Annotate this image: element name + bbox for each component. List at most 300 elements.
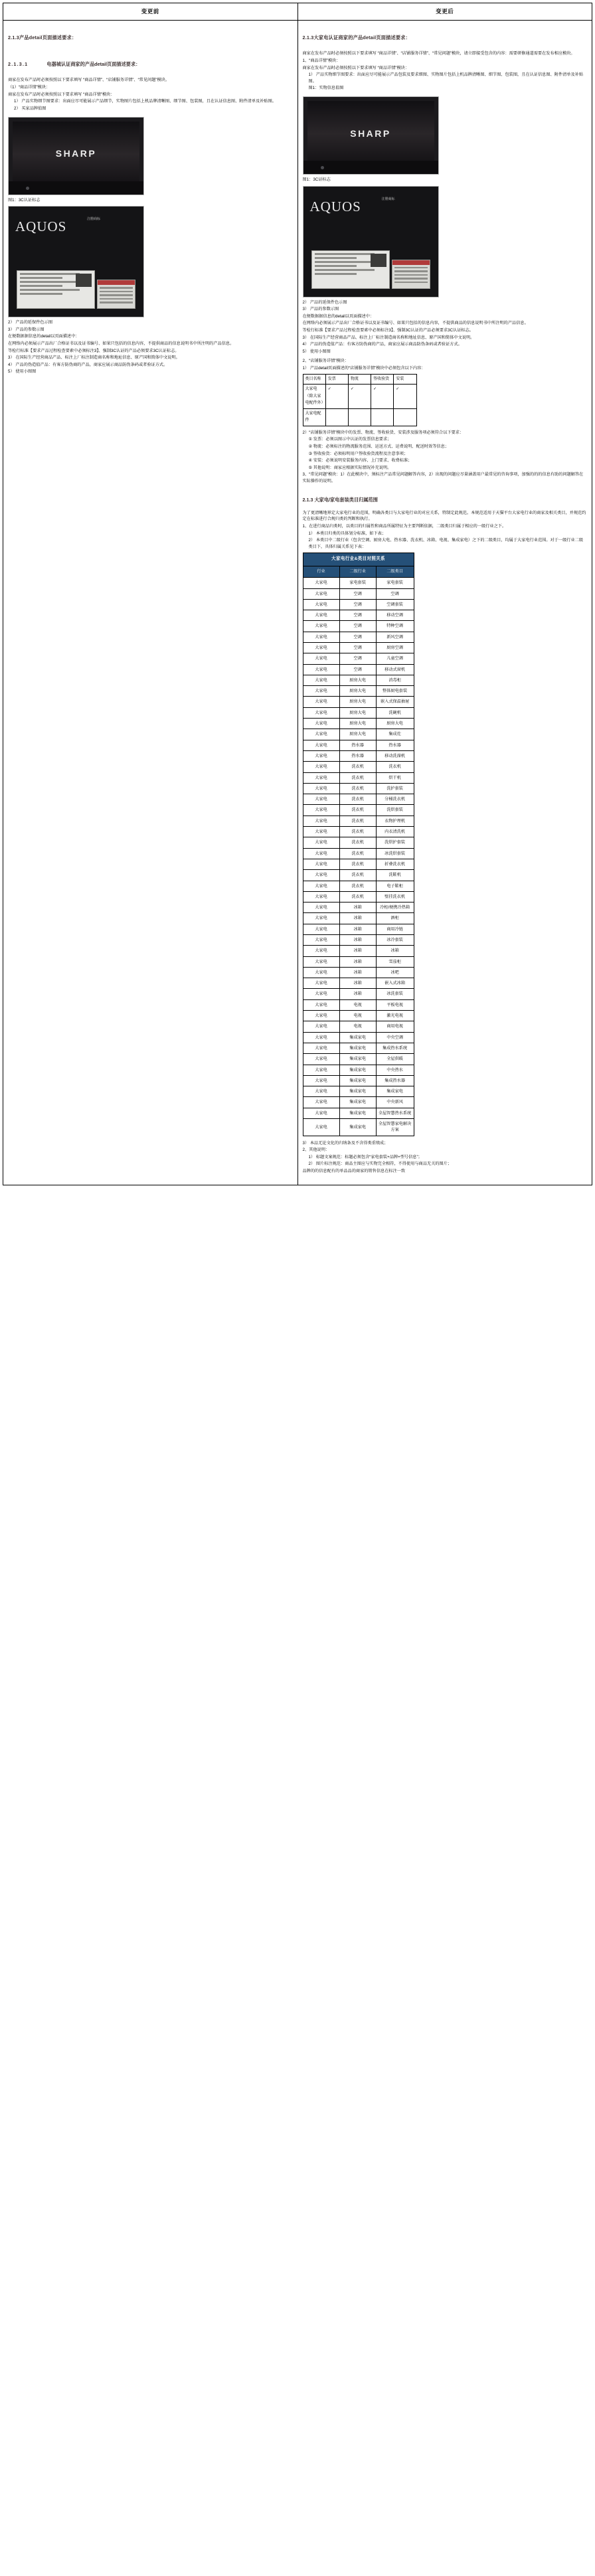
cat-cell-industry: 大家电 [303,935,339,946]
before-after-para-7: 5） 使用小图图 [8,369,37,375]
cat-cell-sub-category: 空调 [376,588,414,599]
cat-cell-sub-industry: 空调 [339,632,376,642]
cat-cell-industry: 大家电 [303,848,339,859]
cat-row [303,859,414,869]
cat-row [303,578,414,588]
cat-cell-industry: 大家电 [303,816,339,826]
cat-cell-industry: 大家电 [303,1108,339,1118]
after-block2-1: 3） 产品的参数示图 [302,307,339,312]
cat-cell-industry: 大家电 [303,794,339,805]
after-energy-label-header [392,260,430,265]
cat-cell-industry: 大家电 [303,664,339,675]
cat-row [303,729,414,740]
svc-check-inspection: ✓ [371,385,394,409]
before-para-3: 1） 产品实物细节图要求：出面应尽可能展示产品细节，实物图片包括上机品牌清晰图、细节图、包装图，且在认证信息图、附件清单及补贴图。 [14,99,276,104]
cat-row [303,902,414,913]
after-tv-indicator-led-icon [321,166,324,169]
cat-cell-sub-category: 儿童空调 [376,653,414,664]
after-block2-2: 在便数据据信息的detail以页面描述中： [302,313,375,319]
after-h4b-para-1: 1、在进行商品归类时，以类目的归属性和商品所属特征为主要判断依据，二级类目归属于相应的一级行业之下。 [302,523,507,529]
cat-cell-sub-industry: 电视 [339,1011,376,1021]
svc-note-3: ③ 签收验货：必须标明用户签收验货流程及注意事项； [308,451,408,456]
cat-cell-sub-category: 新风空调 [376,632,414,642]
tv-indicator-led-icon [26,187,29,190]
cat-cell-sub-category: 内衣清洗机 [376,827,414,837]
cat-cell-sub-category: 洗烘套装 [376,805,414,816]
cat-cell-sub-industry: 集成家电 [339,1119,376,1136]
cat-cell-industry: 大家电 [303,1086,339,1097]
cat-cell-sub-industry: 厨房大电 [339,675,376,685]
cat-row [303,913,414,924]
cat-row [303,1011,414,1021]
cat-col-industry: 行业 [303,566,339,578]
cat-cell-sub-industry: 洗衣机 [339,762,376,772]
before-after-para-3: 在网络内必须展示产品出厂合格证书以及证书编号、如果只包括的信息内容，不提供商品的信息说明书中所注明的产品信息。 [8,341,234,346]
cat-row [303,827,414,837]
cat-cell-sub-category: 平板电视 [376,999,414,1010]
cat-cell-industry: 大家电 [303,989,339,999]
cat-cell-industry: 大家电 [303,772,339,783]
svc-check-invoice-2 [325,408,348,426]
cat-cell-sub-category: 移动式窗机 [376,664,414,675]
cat-cell-sub-category: 集成灶 [376,729,414,740]
svc-header-row [303,374,416,385]
cat-cell-sub-category: 酒柜 [376,913,414,924]
cat-cell-sub-industry: 空调 [339,642,376,653]
svc-col-invoice: 发票 [325,374,348,385]
cat-cell-sub-industry: 空调 [339,621,376,632]
cat-cell-industry: 大家电 [303,1075,339,1086]
after-block2-7: 5） 使用小图图 [302,349,331,354]
cat-row [303,653,414,664]
cat-cell-sub-category: 集成热水器 [376,1075,414,1086]
cat-header-row [303,566,414,578]
before-after-para-0: 2） 产品的延保件色示图 [8,320,53,325]
cat-row [303,1108,414,1118]
cat-cell-sub-category: 洗烘护套装 [376,837,414,848]
cat-cell-industry: 大家电 [303,621,339,632]
cat-cell-sub-category: 全屋供暖 [376,1054,414,1065]
cat-col-sub-industry: 二级行业 [339,566,376,578]
svc-check-invoice: ✓ [325,385,348,409]
svc-note-extra: 3、“常见问题”模块：1）在此模块中，须标注产品常见问题解答内容，2）出现的问题应尽量涵盖用户最常见的咨询事项，加强的的的信息有助的问题解答在实际操作的说明。 [302,472,584,483]
after-intro-4: 图1：实物信息值图 [308,86,344,91]
cat-row [303,610,414,621]
cat-cell-industry: 大家电 [303,1119,339,1136]
after-barcode-block-icon [371,254,386,267]
cat-row [303,999,414,1010]
after-footer-3: 2） 图片标注规范：商品主图应与实物完全相符，不得使用与商品无关的图片； [308,1161,452,1167]
cat-cell-sub-industry: 集成家电 [339,1075,376,1086]
cat-cell-industry: 大家电 [303,837,339,848]
cat-cell-sub-industry: 厨房大电 [339,697,376,707]
cat-cell-sub-category: 整体厨电套装 [376,686,414,697]
cat-cell-sub-industry: 热水器 [339,740,376,750]
cat-cell-industry: 大家电 [303,1054,339,1065]
service-requirements-table [303,374,417,426]
cat-cell-sub-category: 冰箱 [376,946,414,956]
cat-cell-sub-category: 中央热水 [376,1065,414,1075]
cat-row [303,805,414,816]
svc-check-installation-2 [394,408,416,426]
cat-row [303,1054,414,1065]
after-footer-2: 1） 标题文案规范：标题必须包含“家电套装+品牌+型号信息”； [308,1154,422,1159]
content-row [3,21,592,1185]
cat-cell-sub-category: 移动空调 [376,610,414,621]
after-h4b-para-2: 1） 本类目归类的具体划分标准，如下表； [308,531,386,536]
after-intro-2: 商家在发布产品时必须按照以下要求填写 “商品详情”模块： [302,65,410,70]
svc-check-installation: ✓ [394,385,416,409]
cat-row [303,588,414,599]
cat-row [303,1043,414,1053]
cat-cell-industry: 大家电 [303,881,339,891]
cat-row [303,924,414,934]
before-after-para-6: 4） 产品的伪造值产品：有客方防伪商的产品，商家应展示商品防伪条码或者验证方式。 [8,362,168,367]
svc-row [303,385,416,409]
cat-cell-sub-category: 家电套装 [376,578,414,588]
cat-cell-sub-category: 移动洗澡机 [376,750,414,761]
cat-cell-sub-industry: 集成家电 [339,1097,376,1108]
cat-cell-industry: 大家电 [303,859,339,869]
cat-cell-sub-category: 厨房空调 [376,642,414,653]
cat-row [303,740,414,750]
cat-cell-sub-category: 冰冷套装 [376,935,414,946]
cat-cell-sub-industry: 冰箱 [339,956,376,967]
category-mapping-table [303,553,414,1136]
cat-cell-sub-industry: 厨房大电 [339,719,376,729]
after-h4b-para-0: 为了更清晰地界定大家电行业的范围，明确各类目与大家电行业的对应关系，特制定此规范。本规范适用于天猫平台大家电行业的商家及相关类目，并规范约定在标准进行合规归类的判断和执行。 [302,510,586,522]
cat-cell-sub-industry: 集成家电 [339,1065,376,1075]
cat-row [303,848,414,859]
aquos-brand-logo: AQUOS [15,218,67,235]
cat-cell-sub-category: 洗衣机 [376,762,414,772]
cat-cell-sub-industry: 冰箱 [339,978,376,989]
service-section-heading: 2、“店铺服务详情”模块： [302,359,349,364]
after-footer-1: 2、其他说明： [302,1148,330,1153]
after-product-photo-rear-label [303,186,439,298]
cat-cell-sub-industry: 集成家电 [339,1043,376,1053]
after-block2-4: 等检行标准【要求产品过程检查要素中必须标注3】、强制3C认证的产品必须要求3C认证标志。 [302,328,473,333]
cat-cell-industry: 大家电 [303,762,339,772]
cat-row [303,707,414,718]
cat-row [303,837,414,848]
cat-row [303,1032,414,1043]
cat-cell-sub-category: 洗碗机 [376,707,414,718]
cat-cell-sub-category: 全屋智慧热水系统 [376,1108,414,1118]
cat-cell-industry: 大家电 [303,642,339,653]
energy-label-header [98,280,135,285]
cat-table-title: 大家电行业&类目对照关系 [303,553,414,566]
cat-cell-industry: 大家电 [303,999,339,1010]
cat-cell-sub-industry: 洗衣机 [339,870,376,881]
cat-col-sub-category: 二级类目 [376,566,414,578]
cat-cell-industry: 大家电 [303,1097,339,1108]
cat-cell-industry: 大家电 [303,978,339,989]
cat-cell-sub-category: 集成家电 [376,1086,414,1097]
cat-cell-industry: 大家电 [303,1011,339,1021]
cat-cell-sub-category: 嵌入式保温抽屉 [376,697,414,707]
cat-cell-industry: 大家电 [303,719,339,729]
after-block2-5: 3） 在国际生产经营商品产品、标注上厂标注制造商名称和地址信息、原产国和简体中文说明。 [302,335,475,340]
before-column [3,21,298,1185]
after-figure-caption-1: 图1：3C证标志 [302,177,331,182]
cat-cell-industry: 大家电 [303,913,339,924]
svc-col-logistics: 物流 [348,374,371,385]
after-subsection-heading-2: 2.1.3 大家电/家电套装类目归属范围 [302,496,378,503]
column-header-before: 变更前 [3,3,298,21]
cat-cell-industry: 大家电 [303,956,339,967]
cat-cell-sub-category: 空调套装 [376,599,414,610]
cat-cell-sub-industry: 洗衣机 [339,794,376,805]
cat-row [303,1075,414,1086]
cat-row [303,664,414,675]
cat-cell-sub-industry: 集成家电 [339,1032,376,1043]
cat-cell-industry: 大家电 [303,891,339,902]
svc-note-1: ① 发票：必须以图示中认证的发票信息要求； [308,437,392,442]
cat-row [303,1065,414,1075]
after-block2-0: 2） 产品的延保件色示图 [302,300,347,305]
cat-cell-sub-category: 壁挂洗衣机 [376,891,414,902]
registration-note: 注册商标 [87,217,101,222]
document-page [0,0,595,1188]
cat-cell-sub-industry: 冰箱 [339,946,376,956]
cat-row [303,1021,414,1032]
cat-cell-sub-industry: 热水器 [339,750,376,761]
cat-row [303,675,414,685]
cat-cell-sub-category: 衣物护理机 [376,816,414,826]
cat-cell-sub-category: 中央空调 [376,1032,414,1043]
cat-cell-industry: 大家电 [303,686,339,697]
svc-col-inspection: 签收验货 [371,374,394,385]
before-para-1: （1）“商品详情”模块： [8,85,50,90]
cat-cell-industry: 大家电 [303,707,339,718]
cat-cell-sub-category: 特种空调 [376,621,414,632]
cat-cell-sub-category: 冰洗套装 [376,989,414,999]
cat-cell-sub-category: 电子鞋柜 [376,881,414,891]
cat-cell-sub-industry: 厨房大电 [339,729,376,740]
cat-cell-sub-category: 商用冷链 [376,924,414,934]
cat-cell-sub-industry: 洗衣机 [339,848,376,859]
cat-cell-sub-industry: 厨房大电 [339,686,376,697]
cat-title-row [303,553,414,566]
svc-col-installation: 安装 [394,374,416,385]
cat-cell-industry: 大家电 [303,805,339,816]
cat-row [303,686,414,697]
cat-cell-sub-category: 商用电视 [376,1021,414,1032]
after-footer-0: 3） 本品无论文化的归纳条及不含得类重绩成； [302,1140,388,1146]
after-footer-4: 品牌的的信息配有的单品品的商家的销售信息在标注一致 [302,1169,406,1174]
service-section-note: 1） 产品detail页面描述的“店铺服务详情”模块中必须包含以下内容： [302,366,426,371]
svc-row [303,408,416,426]
cat-row [303,719,414,729]
cat-cell-sub-industry: 洗衣机 [339,859,376,869]
cat-cell-industry: 大家电 [303,578,339,588]
cat-cell-sub-category: 厨房大电 [376,719,414,729]
cat-cell-industry: 大家电 [303,1043,339,1053]
cat-cell-sub-category: 洗护套装 [376,783,414,794]
cat-cell-industry: 大家电 [303,967,339,978]
product-photo-rear-label [8,206,144,317]
cat-cell-sub-industry: 洗衣机 [339,827,376,837]
cat-cell-sub-category: 集成热水系统 [376,1043,414,1053]
cat-row [303,1097,414,1108]
rating-label-plate [17,270,95,309]
cat-cell-industry: 大家电 [303,653,339,664]
before-after-para-2: 在便数据据信息的detail以页面描述中： [8,334,80,339]
cat-row [303,599,414,610]
cat-cell-industry: 大家电 [303,588,339,599]
product-photo-tv-front [8,117,144,195]
before-para-0: 商家在发布产品时必须按照以下要求填写 “商品详情”、“店铺服务详情”、“常见问题”模块。 [8,78,170,83]
svc-row-name-2: 大家电配件 [303,408,325,426]
after-aquos-brand-logo: AQUOS [309,198,361,215]
cat-cell-industry: 大家电 [303,697,339,707]
svc-note-5: ⑤ 其他说明：商家应根据实际情况补充说明。 [308,465,392,470]
before-subsection-title: 电器城认证商家的产品detail页面描述要求： [46,61,141,68]
cat-cell-industry: 大家电 [303,1065,339,1075]
cat-row [303,967,414,978]
cat-row [303,772,414,783]
cat-cell-sub-industry: 集成家电 [339,1086,376,1097]
cat-cell-sub-category: 烘干机 [376,772,414,783]
column-header-after: 变更后 [298,3,592,21]
after-section-heading: 2.1.3大家电认证商家的产品detail页面描述要求： [302,35,411,41]
barcode-block-icon [76,274,92,287]
cat-row [303,946,414,956]
svc-check-inspection-2 [371,408,394,426]
cat-cell-sub-category: 折叠洗衣机 [376,859,414,869]
cat-cell-industry: 大家电 [303,599,339,610]
cat-cell-industry: 大家电 [303,675,339,685]
header-row [3,3,592,21]
cat-cell-sub-industry: 冰箱 [339,924,376,934]
cat-row [303,783,414,794]
cat-row [303,697,414,707]
cat-row [303,642,414,653]
before-subsection-heading [8,60,293,68]
cat-row [303,632,414,642]
cat-cell-sub-category: 激光电视 [376,1011,414,1021]
cat-cell-sub-category: 洗鞋机 [376,870,414,881]
svc-col-category: 类目名称 [303,374,325,385]
svc-check-logistics-2 [348,408,371,426]
before-para-2: 商家在发布产品时必须按照以下要求填写 “商品详情”模块： [8,92,115,97]
svc-note-4: ④ 安装：必须说明安装服务内容、上门要求、收费标准； [308,458,412,464]
after-product-photo-tv-front [303,96,439,175]
energy-label-plate [97,280,135,309]
cat-cell-industry: 大家电 [303,902,339,913]
cat-row [303,891,414,902]
cat-row [303,989,414,999]
cat-cell-sub-category: 冷柜/便携冷热箱 [376,902,414,913]
cat-cell-industry: 大家电 [303,729,339,740]
svc-note-2: ② 物流：必须标注的物流服务范围、运送方式、运费说明、配送时效等信息； [308,444,449,449]
cat-cell-sub-industry: 家电套装 [339,578,376,588]
cat-cell-sub-industry: 洗衣机 [339,816,376,826]
svc-note-0: 2）“店铺服务详情”模块中的发票、物流、签收验货、安装涉及服务项必须符合以下要求： [302,430,464,435]
cat-cell-industry: 大家电 [303,750,339,761]
before-subsection-number: 2.1.3.1 [8,61,29,68]
sharp-brand-logo: SHARP [55,148,97,159]
cat-row [303,1119,414,1136]
cat-cell-sub-industry: 洗衣机 [339,805,376,816]
cat-cell-industry: 大家电 [303,1032,339,1043]
after-intro-0: 商家在发布产品时必须按照以下要求填写 “商品详情”、“店铺服务详情”、“常见问题”模块，请立即接受包含的内容：需要研修通道需要在发布相应模块。 [302,51,575,56]
cat-cell-sub-industry: 冰箱 [339,967,376,978]
cat-cell-industry: 大家电 [303,870,339,881]
cat-row [303,935,414,946]
cat-cell-sub-industry: 集成家电 [339,1054,376,1065]
cat-cell-sub-industry: 洗衣机 [339,783,376,794]
cat-cell-industry: 大家电 [303,946,339,956]
cat-cell-industry: 大家电 [303,827,339,837]
cat-cell-sub-category: 冰洗烘套装 [376,848,414,859]
cat-cell-sub-industry: 厨房大电 [339,707,376,718]
before-para-4: 2） 买家品牌值图 [14,106,46,111]
cat-row [303,881,414,891]
cat-row [303,750,414,761]
cat-cell-sub-category: 全屋智慧家电解决方案 [376,1119,414,1136]
cat-cell-sub-industry: 洗衣机 [339,837,376,848]
cat-cell-sub-category: 雪茄柜 [376,956,414,967]
cat-cell-sub-industry: 空调 [339,610,376,621]
cat-cell-sub-industry: 洗衣机 [339,891,376,902]
before-figure-caption-1: 图1：3C认证标志 [8,197,41,203]
cat-cell-sub-industry: 洗衣机 [339,881,376,891]
cat-cell-industry: 大家电 [303,632,339,642]
cat-cell-sub-industry: 集成家电 [339,1108,376,1118]
svc-row-name: 大家电（除大家电配件外） [303,385,325,409]
cat-row [303,956,414,967]
cat-cell-sub-category: 消毒柜 [376,675,414,685]
cat-cell-industry: 大家电 [303,1021,339,1032]
cat-cell-sub-industry: 冰箱 [339,935,376,946]
cat-row [303,794,414,805]
cat-cell-sub-category: 热水器 [376,740,414,750]
comparison-frame [3,3,592,1185]
after-intro-3: 1） 产品实物细节图要求：出面应尽可能展示产品包装及要求细图、实物图片包括上机品牌清晰图、细节图、包装图，且在认证信息图、附件清单及补贴图。 [308,72,584,84]
cat-cell-sub-industry: 冰箱 [339,913,376,924]
after-rating-label-plate [311,250,390,289]
cat-cell-sub-category: 中央新风 [376,1097,414,1108]
cat-cell-industry: 大家电 [303,783,339,794]
cat-row [303,816,414,826]
after-column [298,21,592,1185]
cat-cell-sub-category: 冰吧 [376,967,414,978]
cat-cell-sub-industry: 洗衣机 [339,772,376,783]
after-registration-note: 注册商标 [381,197,395,201]
cat-row [303,870,414,881]
after-block2-3: 在网络内必须展示产品出厂合格证书以及证书编号、如果只包括的信息内容，不提供商品的信息说明书中所注明的产品信息。 [302,321,529,326]
before-after-para-4: 等检行标准【要求产品过程检查要素中必须标注3】、强制3C认证的产品必须要求3C认证标志。 [8,348,179,353]
cat-cell-sub-industry: 冰箱 [339,989,376,999]
after-intro-1: 1、“商品详情”模块： [302,58,341,63]
after-h4b-para-3: 2） 本类目中二级行业（包含空调、厨房大电、热水器、洗衣机、冰箱、电视、集成家电）之下的二级类目，均属于大家电行业范围。对于一级行业二级类目下，具体归属关系见下表： [308,538,584,549]
svc-check-logistics: ✓ [348,385,371,409]
cat-cell-sub-industry: 空调 [339,588,376,599]
after-block2-6: 4） 产品的伪造值产品：有客方防伪商的产品，商家应展示商品防伪条码或者验证方式。 [302,342,462,347]
cat-cell-sub-industry: 空调 [339,599,376,610]
before-after-para-5: 3） 在国际生产经营商品产品、标注上厂标注制造商名称和地址信息、原产国和简体中文说明。 [8,355,180,361]
before-after-para-1: 3） 产品的参数示图 [8,327,44,332]
cat-row [303,978,414,989]
cat-cell-sub-industry: 空调 [339,653,376,664]
cat-cell-sub-industry: 电视 [339,1021,376,1032]
before-section-heading: 2.1.3产品detail页面描述要求： [8,35,77,41]
cat-cell-sub-category: 分桶洗衣机 [376,794,414,805]
cat-cell-sub-industry: 电视 [339,999,376,1010]
cat-row [303,1086,414,1097]
